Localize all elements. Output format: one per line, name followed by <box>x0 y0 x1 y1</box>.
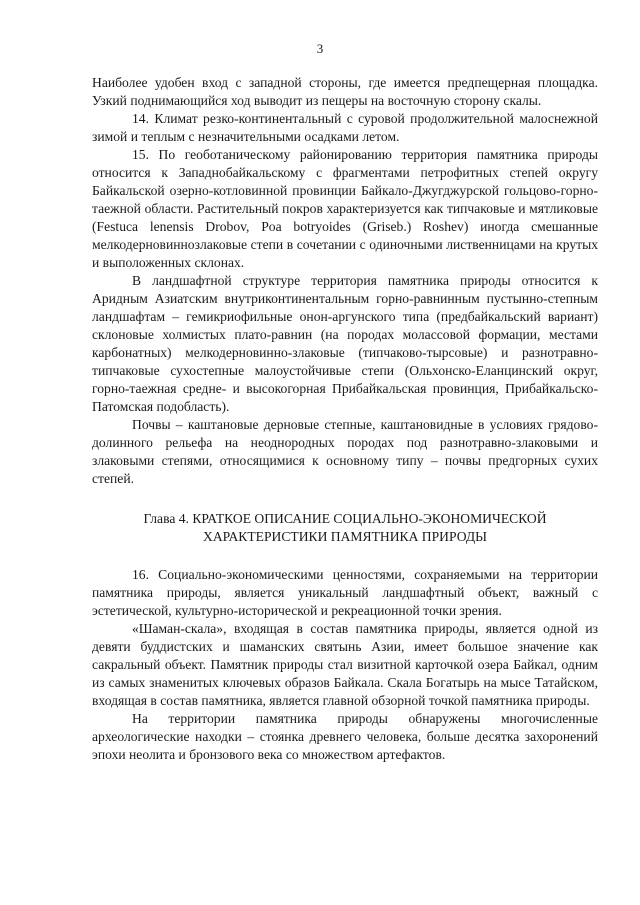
chapter-heading-line-2: ХАРАКТЕРИСТИКИ ПАМЯТНИКА ПРИРОДЫ <box>203 529 487 544</box>
chapter-heading-line-1: Глава 4. КРАТКОЕ ОПИСАНИЕ СОЦИАЛЬНО-ЭКОНОМИЧЕСКОЙ <box>143 511 547 526</box>
paragraph-landscape: В ландшафтной структуре территория памятника природы относится к Аридным Азиатским внутриконтинентальным горно-равнинным пустынно-степным ландшафтам – гемикриофильные онон-аргунского типа (предбайкальский вариант) склоновые холмистых плато-равнин (на породах молассовой формации, местами карбонатных) мелкодерновинно-злаковые (типчаково-тырсовые) и разнотравно-типчаковые сухостепные малоустойчивые степи (Ольхонско-Еланцинский округ, горно-таежная средне- и высокогорная Прибайкальская провинция, Прибайкальско-Патомская подобласть). <box>92 273 598 414</box>
document-body <box>92 74 598 764</box>
paragraph-climate: 14. Климат резко-континентальный с суровой продолжительной малоснежной зимой и теплым с незначительными осадками летом. <box>92 111 598 144</box>
page-number: 3 <box>316 41 324 56</box>
paragraph-geobotany: 15. По геоботаническому районированию территория памятника природы относится к Западнобайкальскому с фрагментами петрофитных степей округу Байкальской озерно-котловинной провинции Байкало-Джугджурской гольцово-горно-таежной области. Растительный покров характеризуется как типчаковые и мятликовые (Festuca lenensis Drobov, Poa botryoides (Griseb.) Roshev) иногда смешанные мелкодерновиннозлаковые степи в сочетании с одиночными лиственницами на крутых и выположенных склонах. <box>92 147 598 270</box>
paragraph-archaeology: На территории памятника природы обнаружены многочисленные археологические находки – стоянка древнего человека, больше десятка захоронений эпохи неолита и бронзового века со множеством артефактов. <box>92 711 598 762</box>
paragraph-shaman-rock: «Шаман-скала», входящая в состав памятника природы, является одной из девяти буддистских и шаманских святынь Азии, имеет большое значение как сакральный объект. Памятник природы стал визитной карточкой озера Байкал, одним из самых знаменитых ключевых образов Байкала. Скала Богатырь на мысе Татайском, входящая в состав памятника, является главной обзорной точкой памятника природы. <box>92 621 598 708</box>
paragraph-cave-entrance: Наиболее удобен вход с западной стороны, где имеется предпещерная площадка. Узкий поднимающийся ход выводит из пещеры на восточную сторону скалы. <box>92 75 598 108</box>
paragraph-socio-economic-values: 16. Социально-экономическими ценностями, сохраняемыми на территории памятника природы, является уникальный ландшафтный объект, важный с эстетической, культурно-исторической и рекреационной точки зрения. <box>92 567 598 618</box>
paragraph-soils: Почвы – каштановые дерновые степные, каштановидные в условиях грядово-долинного рельефа на неоднородных породах под разнотравно-злаковыми и злаковыми степями, относящимися к основному типу – почвы предгорных сухих степей. <box>92 417 598 486</box>
chapter-heading <box>92 510 598 546</box>
